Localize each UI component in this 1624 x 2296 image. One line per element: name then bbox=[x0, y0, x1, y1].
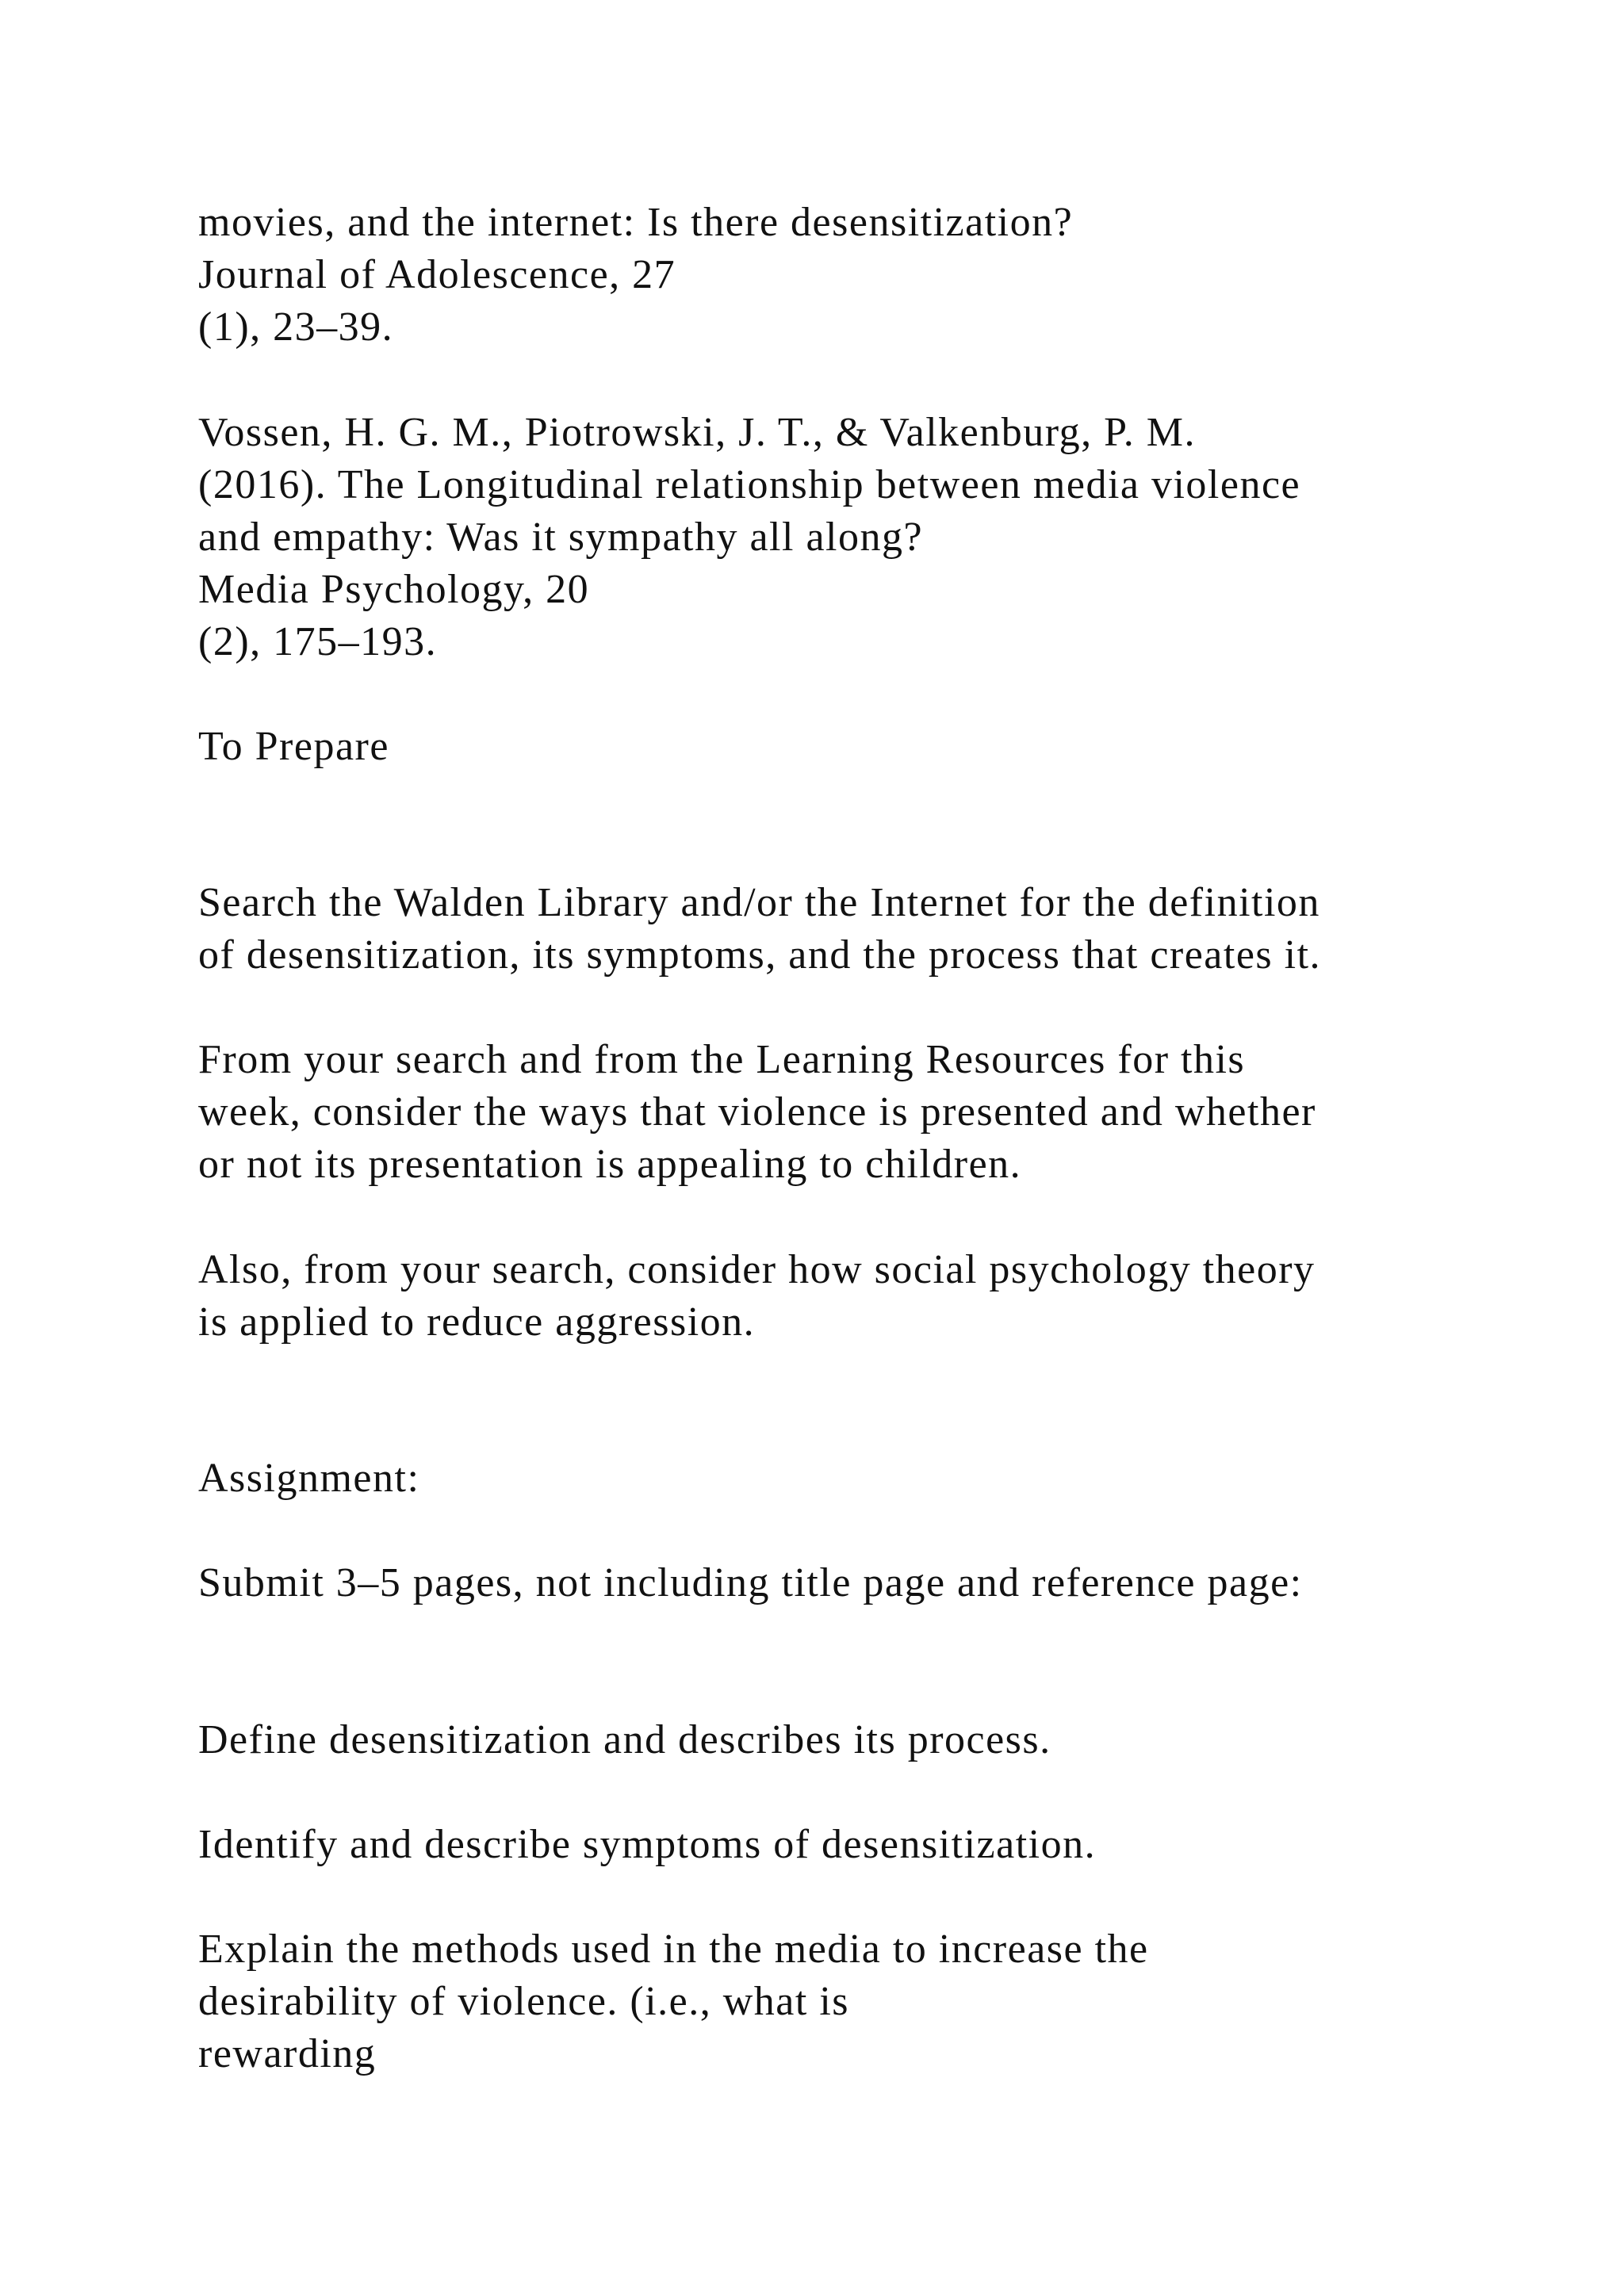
to-prepare-paragraph-3-line-2: is applied to reduce aggression. bbox=[198, 1299, 756, 1345]
reference-2-line-2: (2016). The Longitudinal relationship between media violence bbox=[198, 462, 1301, 507]
assignment-submit-line: Submit 3–5 pages, not including title page and reference page: bbox=[198, 1560, 1303, 1605]
assignment-item-3-line-2: desirability of violence. (i.e., what is bbox=[198, 1979, 850, 2024]
reference-2-line-5: (2), 175–193. bbox=[198, 619, 438, 664]
assignment-item-3-line-3: rewarding bbox=[198, 2031, 377, 2076]
reference-1-line-2: Journal of Adolescence, 27 bbox=[198, 252, 676, 297]
to-prepare-paragraph-2-line-2: week, consider the ways that violence is presented and whether bbox=[198, 1089, 1316, 1135]
assignment-item-3-line-1: Explain the methods used in the media to increase the bbox=[198, 1927, 1149, 1972]
assignment-item-1: Define desensitization and describes its process. bbox=[198, 1717, 1051, 1762]
reference-2-line-4: Media Psychology, 20 bbox=[198, 567, 590, 612]
to-prepare-paragraph-1-line-1: Search the Walden Library and/or the Internet for the definition bbox=[198, 880, 1320, 925]
to-prepare-paragraph-1-line-2: of desensitization, its symptoms, and the process that creates it. bbox=[198, 932, 1322, 978]
reference-1-line-3: (1), 23–39. bbox=[198, 304, 394, 350]
reference-2-line-1: Vossen, H. G. M., Piotrowski, J. T., & Valkenburg, P. M. bbox=[198, 410, 1196, 455]
reference-1-line-1: movies, and the internet: Is there desensitization? bbox=[198, 200, 1074, 245]
to-prepare-heading: To Prepare bbox=[198, 724, 389, 769]
to-prepare-paragraph-2-line-1: From your search and from the Learning Resources for this bbox=[198, 1037, 1246, 1082]
to-prepare-paragraph-2-line-3: or not its presentation is appealing to children. bbox=[198, 1142, 1022, 1187]
reference-2-line-3: and empathy: Was it sympathy all along? bbox=[198, 515, 924, 560]
to-prepare-paragraph-3-line-1: Also, from your search, consider how social psychology theory bbox=[198, 1247, 1316, 1292]
assignment-item-2: Identify and describe symptoms of desensitization. bbox=[198, 1822, 1097, 1867]
assignment-heading: Assignment: bbox=[198, 1456, 420, 1501]
